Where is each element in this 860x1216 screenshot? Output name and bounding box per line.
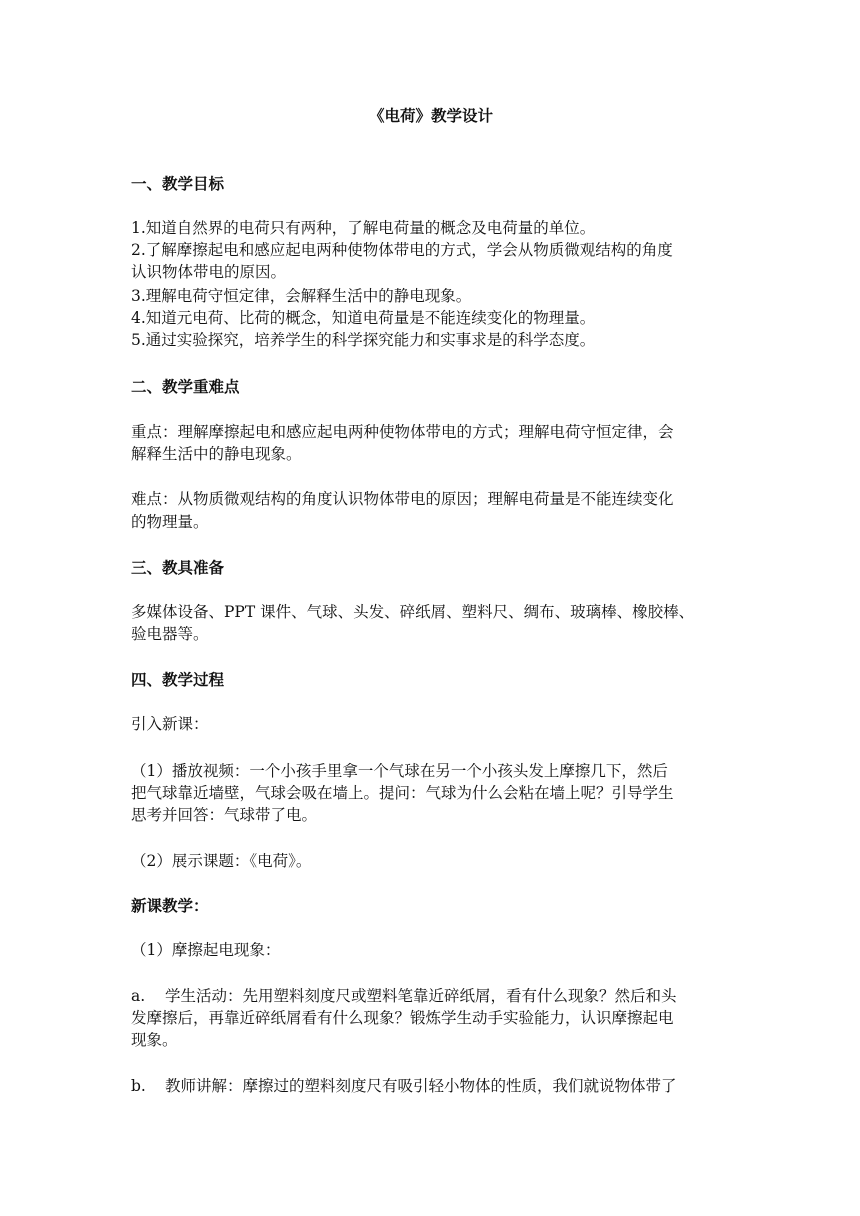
document-title: 《电荷》教学设计 xyxy=(368,106,493,125)
item-b-line xyxy=(131,1075,677,1097)
section-heading-objectives: 一、教学目标 xyxy=(131,174,225,193)
item-a-line: 现象。 xyxy=(131,1031,178,1049)
key-point-line: 解释生活中的静电现象。 xyxy=(131,445,302,463)
section-heading-materials: 三、教具准备 xyxy=(131,558,225,577)
intro-label: 引入新课： xyxy=(131,715,209,733)
item-a-line: 发摩擦后，再靠近碎纸屑看有什么现象？锻炼学生动手实验能力，认识摩擦起电 xyxy=(131,1009,674,1027)
objective-line: 2.了解摩擦起电和感应起电两种使物体带电的方式，学会从物质微观结构的角度 xyxy=(131,241,673,259)
objective-line: 1.知道自然界的电荷只有两种，了解电荷量的概念及电荷量的单位。 xyxy=(131,219,596,237)
objective-line: 4.知道元电荷、比荷的概念，知道电荷量是不能连续变化的物理量。 xyxy=(131,309,596,327)
key-point-line: 重点：理解摩擦起电和感应起电两种使物体带电的方式；理解电荷守恒定律，会 xyxy=(131,423,674,441)
step-line: 思考并回答：气球带了电。 xyxy=(131,806,318,824)
item-a-text: 学生活动：先用塑料刻度尺或塑料笔靠近碎纸屑，看有什么现象？然后和头 xyxy=(165,987,677,1005)
objective-line: 认识物体带电的原因。 xyxy=(131,263,287,281)
difficult-point-line: 的物理量。 xyxy=(131,513,209,531)
item-a-line xyxy=(131,985,677,1007)
item-b-marker: b. xyxy=(131,1077,146,1095)
section-heading-key-points: 二、教学重难点 xyxy=(131,377,240,396)
difficult-point-line: 难点：从物质微观结构的角度认识物体带电的原因；理解电荷量是不能连续变化 xyxy=(131,490,674,508)
item-a-marker: a. xyxy=(131,987,146,1005)
step-line: 把气球靠近墙壁，气球会吸在墙上。提问：气球为什么会粘在墙上呢？引导学生 xyxy=(131,784,674,802)
materials-line: 多媒体设备、PPT 课件、气球、头发、碎纸屑、塑料尺、绸布、玻璃棒、橡胶棒、 xyxy=(131,603,695,621)
section-heading-process: 四、教学过程 xyxy=(131,670,225,689)
materials-line: 验电器等。 xyxy=(131,625,209,643)
step-line: （1）播放视频：一个小孩手里拿一个气球在另一个小孩头发上摩擦几下，然后 xyxy=(131,762,668,780)
step-line: （2）展示课题：《电荷》。 xyxy=(131,852,312,870)
objective-line: 3.理解电荷守恒定律，会解释生活中的静电现象。 xyxy=(131,287,472,305)
item-b-text: 教师讲解：摩擦过的塑料刻度尺有吸引轻小物体的性质，我们就说物体带了 xyxy=(165,1077,677,1095)
new-lesson-label: 新课教学： xyxy=(131,896,209,915)
objective-line: 5.通过实验探究，培养学生的科学探究能力和实事求是的科学态度。 xyxy=(131,331,596,349)
friction-label: （1）摩擦起电现象： xyxy=(131,941,281,959)
